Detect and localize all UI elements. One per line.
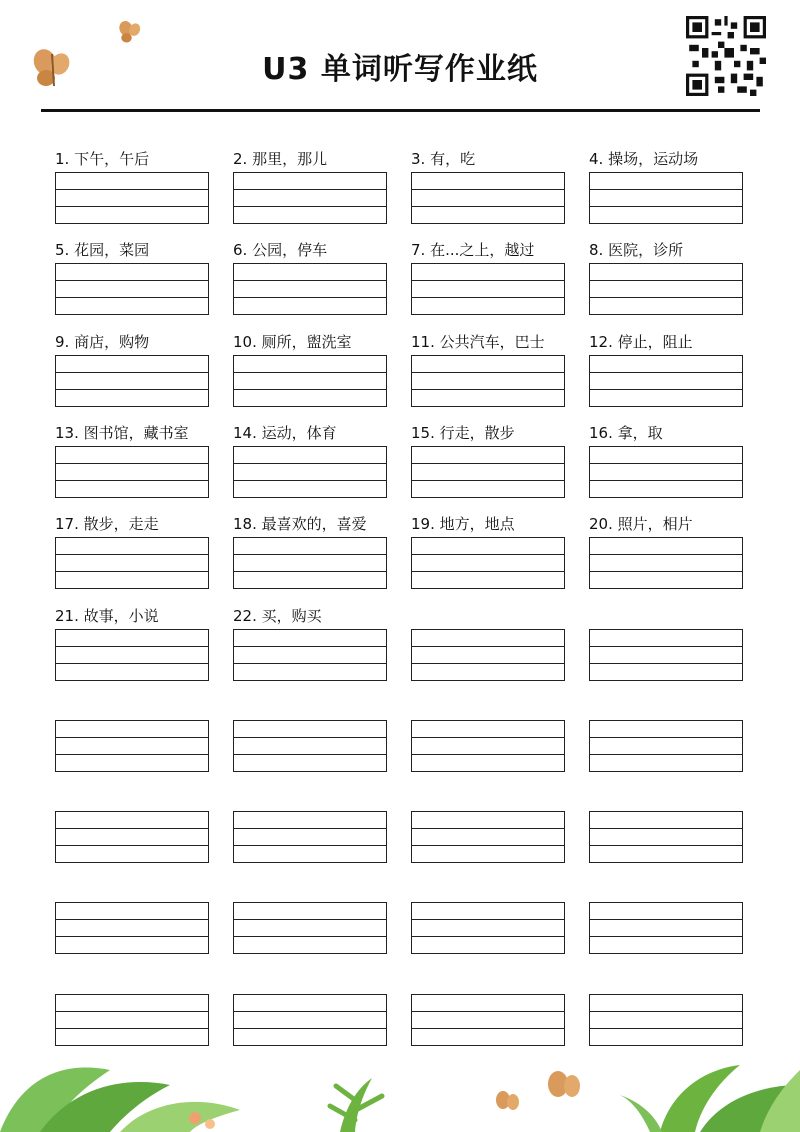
word-prompt [589, 605, 743, 627]
dictation-cell [233, 148, 387, 170]
writing-line [590, 189, 742, 190]
dictation-cell [411, 422, 565, 444]
writing-box[interactable] [233, 537, 387, 589]
writing-box[interactable] [55, 720, 209, 772]
writing-box[interactable] [55, 446, 209, 498]
writing-line [412, 919, 564, 920]
word-prompt: 18. 最喜欢的，喜爱 [233, 515, 367, 533]
dictation-cell [411, 696, 565, 718]
writing-line [234, 280, 386, 281]
writing-line [590, 646, 742, 647]
dictation-cell [233, 513, 387, 535]
word-prompt: 10. 厕所，盥洗室 [233, 333, 352, 351]
writing-line [56, 828, 208, 829]
writing-line [412, 480, 564, 481]
writing-box[interactable] [233, 263, 387, 315]
writing-line [590, 936, 742, 937]
dictation-cell [589, 605, 743, 627]
writing-box[interactable] [589, 902, 743, 954]
writing-box[interactable] [589, 994, 743, 1046]
writing-line [56, 663, 208, 664]
word-prompt [233, 787, 387, 809]
dictation-cell [589, 787, 743, 809]
word-prompt [411, 696, 565, 718]
writing-box[interactable] [233, 355, 387, 407]
writing-line [590, 206, 742, 207]
writing-line [412, 1028, 564, 1029]
writing-line [590, 1011, 742, 1012]
writing-line [412, 828, 564, 829]
word-prompt: 9. 商店，购物 [55, 333, 150, 351]
word-prompt [589, 787, 743, 809]
writing-line [590, 737, 742, 738]
writing-line [412, 663, 564, 664]
writing-line [590, 1028, 742, 1029]
writing-line [234, 297, 386, 298]
dictation-cell [589, 970, 743, 992]
writing-line [234, 737, 386, 738]
writing-line [234, 571, 386, 572]
dictation-cell [233, 422, 387, 444]
word-prompt [589, 878, 743, 900]
word-prompt: 12. 停止，阻止 [589, 333, 693, 351]
dictation-cell [411, 787, 565, 809]
writing-line [412, 737, 564, 738]
writing-line [56, 1028, 208, 1029]
page-title: U3 单词听写作业纸 [262, 52, 538, 87]
writing-box[interactable] [589, 355, 743, 407]
dictation-cell [589, 331, 743, 353]
word-prompt: 14. 运动，体育 [233, 424, 337, 442]
word-prompt: 1. 下午，午后 [55, 150, 150, 168]
writing-box[interactable] [411, 172, 565, 224]
word-prompt [233, 970, 387, 992]
writing-box[interactable] [233, 902, 387, 954]
dictation-cell [55, 239, 209, 261]
writing-line [412, 554, 564, 555]
writing-box[interactable] [411, 263, 565, 315]
writing-line [590, 919, 742, 920]
foliage-decoration [0, 1040, 800, 1132]
butterfly-icon [28, 44, 76, 92]
writing-line [412, 389, 564, 390]
word-prompt [233, 696, 387, 718]
dictation-cell [411, 148, 565, 170]
word-prompt: 8. 医院，诊所 [589, 241, 684, 259]
word-prompt: 5. 花园，菜园 [55, 241, 150, 259]
writing-line [590, 828, 742, 829]
writing-line [412, 297, 564, 298]
writing-box[interactable] [411, 355, 565, 407]
qr-code-icon [686, 16, 766, 96]
word-prompt: 21. 故事，小说 [55, 607, 159, 625]
dictation-cell [233, 605, 387, 627]
word-prompt [55, 878, 209, 900]
writing-line [590, 663, 742, 664]
word-prompt [411, 605, 565, 627]
dictation-cell [589, 878, 743, 900]
writing-box[interactable] [411, 902, 565, 954]
writing-line [56, 845, 208, 846]
dictation-cell [55, 878, 209, 900]
writing-line [590, 463, 742, 464]
dictation-cell [55, 422, 209, 444]
writing-box[interactable] [411, 629, 565, 681]
writing-line [234, 1011, 386, 1012]
word-prompt [411, 878, 565, 900]
writing-line [234, 663, 386, 664]
dictation-cell [55, 787, 209, 809]
writing-box[interactable] [411, 537, 565, 589]
word-prompt: 3. 有，吃 [411, 150, 476, 168]
writing-box[interactable] [411, 720, 565, 772]
writing-box[interactable] [233, 720, 387, 772]
writing-line [234, 554, 386, 555]
dictation-cell [233, 970, 387, 992]
word-prompt [233, 878, 387, 900]
word-prompt: 17. 散步，走走 [55, 515, 159, 533]
word-prompt: 13. 图书馆，藏书室 [55, 424, 189, 442]
writing-line [412, 1011, 564, 1012]
dictation-cell [589, 422, 743, 444]
word-prompt: 15. 行走，散步 [411, 424, 515, 442]
writing-box[interactable] [589, 263, 743, 315]
writing-line [234, 389, 386, 390]
dictation-cell [589, 696, 743, 718]
writing-line [234, 189, 386, 190]
writing-line [56, 206, 208, 207]
writing-box[interactable] [233, 629, 387, 681]
writing-line [590, 480, 742, 481]
dictation-cell [55, 605, 209, 627]
writing-box[interactable] [589, 811, 743, 863]
dictation-cell [589, 148, 743, 170]
writing-line [234, 480, 386, 481]
writing-line [590, 845, 742, 846]
writing-box[interactable] [55, 902, 209, 954]
dictation-cell [233, 787, 387, 809]
writing-line [590, 571, 742, 572]
writing-line [234, 206, 386, 207]
dictation-cell [233, 878, 387, 900]
dictation-cell [411, 970, 565, 992]
writing-line [56, 189, 208, 190]
writing-box[interactable] [589, 172, 743, 224]
dictation-cell [55, 513, 209, 535]
writing-line [590, 389, 742, 390]
writing-line [412, 372, 564, 373]
word-prompt [55, 787, 209, 809]
word-prompt: 20. 照片，相片 [589, 515, 693, 533]
writing-line [56, 754, 208, 755]
dictation-cell [55, 970, 209, 992]
dictation-cell [233, 331, 387, 353]
writing-box[interactable] [233, 172, 387, 224]
writing-box[interactable] [589, 446, 743, 498]
dictation-cell [589, 239, 743, 261]
writing-line [590, 297, 742, 298]
writing-line [234, 1028, 386, 1029]
writing-line [590, 280, 742, 281]
word-prompt [589, 970, 743, 992]
writing-line [56, 646, 208, 647]
writing-box[interactable] [233, 811, 387, 863]
butterfly-icon [116, 18, 144, 46]
word-prompt: 16. 拿，取 [589, 424, 663, 442]
writing-box[interactable] [411, 446, 565, 498]
writing-line [56, 554, 208, 555]
writing-line [412, 189, 564, 190]
word-prompt [55, 696, 209, 718]
writing-box[interactable] [589, 629, 743, 681]
writing-line [412, 936, 564, 937]
writing-line [56, 389, 208, 390]
writing-box[interactable] [589, 537, 743, 589]
dictation-cell [55, 148, 209, 170]
writing-line [56, 463, 208, 464]
word-prompt: 6. 公园，停车 [233, 241, 328, 259]
writing-line [56, 372, 208, 373]
writing-line [56, 297, 208, 298]
writing-box[interactable] [233, 446, 387, 498]
writing-line [412, 206, 564, 207]
word-prompt: 22. 买，购买 [233, 607, 322, 625]
dictation-cell [233, 239, 387, 261]
dictation-cell [411, 878, 565, 900]
writing-line [234, 463, 386, 464]
dictation-cell [411, 513, 565, 535]
writing-box[interactable] [55, 355, 209, 407]
dictation-cell [233, 696, 387, 718]
writing-line [412, 280, 564, 281]
writing-box[interactable] [233, 994, 387, 1046]
writing-box[interactable] [55, 172, 209, 224]
word-prompt: 7. 在...之上，越过 [411, 241, 535, 259]
writing-line [56, 936, 208, 937]
writing-line [234, 845, 386, 846]
word-prompt: 4. 操场，运动场 [589, 150, 699, 168]
word-prompt [411, 787, 565, 809]
writing-box[interactable] [55, 263, 209, 315]
writing-line [56, 919, 208, 920]
writing-line [412, 571, 564, 572]
writing-box[interactable] [55, 629, 209, 681]
writing-line [590, 372, 742, 373]
writing-line [234, 754, 386, 755]
writing-box[interactable] [55, 537, 209, 589]
writing-line [56, 480, 208, 481]
dictation-cell [411, 331, 565, 353]
writing-box[interactable] [55, 811, 209, 863]
writing-box[interactable] [411, 811, 565, 863]
writing-line [56, 737, 208, 738]
word-prompt: 11. 公共汽车，巴士 [411, 333, 545, 351]
writing-line [234, 372, 386, 373]
dictation-cell [411, 239, 565, 261]
writing-line [234, 828, 386, 829]
dictation-cell [55, 331, 209, 353]
writing-line [412, 463, 564, 464]
writing-box[interactable] [55, 994, 209, 1046]
writing-box[interactable] [411, 994, 565, 1046]
writing-line [56, 1011, 208, 1012]
writing-line [590, 754, 742, 755]
writing-line [412, 754, 564, 755]
writing-box[interactable] [589, 720, 743, 772]
word-prompt [55, 970, 209, 992]
writing-line [234, 646, 386, 647]
writing-line [234, 919, 386, 920]
writing-line [412, 845, 564, 846]
word-prompt [411, 970, 565, 992]
writing-line [56, 280, 208, 281]
title-divider [41, 109, 760, 112]
word-prompt: 19. 地方，地点 [411, 515, 515, 533]
writing-line [412, 646, 564, 647]
writing-line [234, 936, 386, 937]
dictation-cell [589, 513, 743, 535]
writing-line [590, 554, 742, 555]
word-prompt: 2. 那里，那儿 [233, 150, 328, 168]
dictation-cell [55, 696, 209, 718]
word-prompt [589, 696, 743, 718]
dictation-cell [411, 605, 565, 627]
writing-line [56, 571, 208, 572]
